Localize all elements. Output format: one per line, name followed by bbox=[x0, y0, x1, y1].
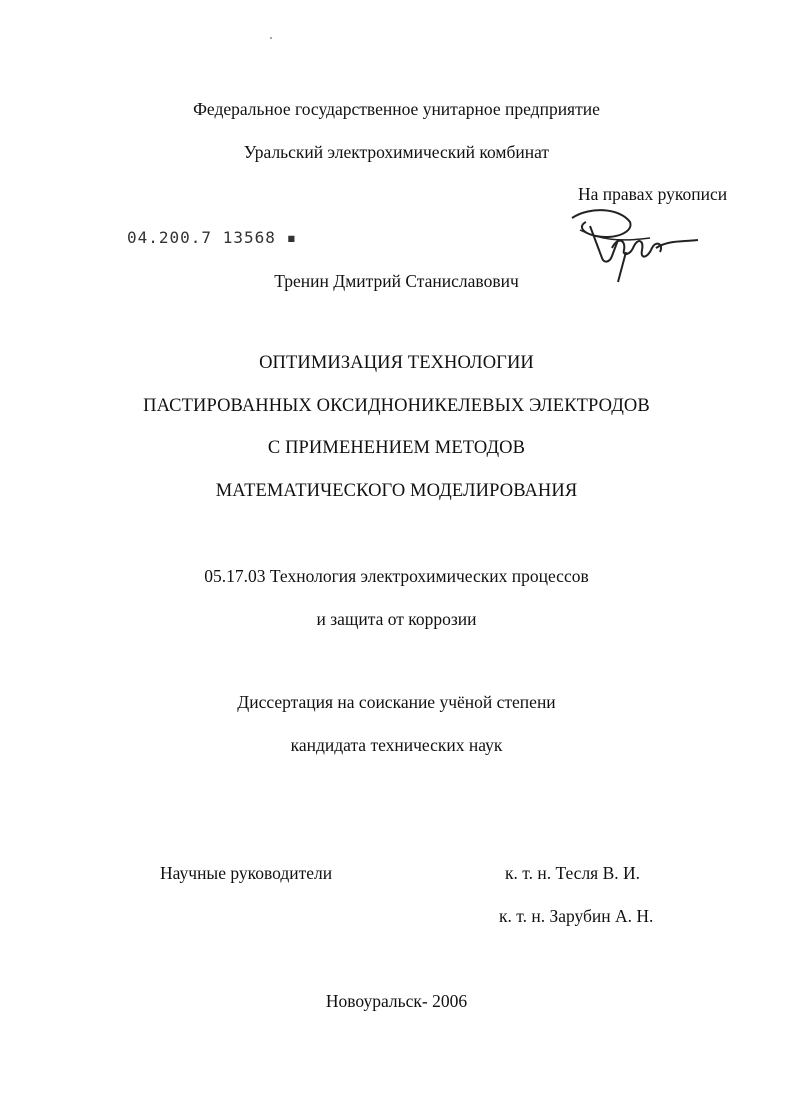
scan-speck bbox=[270, 37, 272, 39]
title-line-1: ОПТИМИЗАЦИЯ ТЕХНОЛОГИИ bbox=[259, 353, 534, 373]
supervisors-label: Научные руководители bbox=[160, 863, 333, 883]
degree-line-2: кандидата технических наук bbox=[290, 735, 503, 755]
organization-line-1: Федеральное государственное унитарное предприятие bbox=[193, 99, 600, 119]
organization-line-2: Уральский электрохимический комбинат bbox=[243, 142, 550, 162]
title-line-3: С ПРИМЕНЕНИЕМ МЕТОДОВ bbox=[267, 438, 526, 458]
supervisor-name-2: к. т. н. Зарубин А. Н. bbox=[499, 906, 654, 926]
manuscript-note: На правах рукописи bbox=[578, 184, 728, 204]
city-year: Новоуральск- 2006 bbox=[325, 991, 468, 1011]
author-name: Тренин Дмитрий Станиславович bbox=[274, 271, 519, 291]
degree-line-1: Диссертация на соискание учёной степени bbox=[237, 692, 556, 712]
title-line-4: МАТЕМАТИЧЕСКОГО МОДЕЛИРОВАНИЯ bbox=[215, 481, 578, 501]
title-line-2: ПАСТИРОВАННЫХ ОКСИДНОНИКЕЛЕВЫХ ЭЛЕКТРОДОВ bbox=[143, 396, 650, 416]
specialty-line-1: 05.17.03 Технология электрохимических процессов bbox=[204, 566, 589, 586]
archive-number: 04.200.7 13568 ▪ bbox=[127, 228, 298, 247]
supervisor-name-1: к. т. н. Тесля В. И. bbox=[505, 863, 641, 883]
archive-number-text: 04.200.7 13568 bbox=[127, 228, 276, 247]
specialty-line-2: и защита от коррозии bbox=[316, 609, 477, 629]
